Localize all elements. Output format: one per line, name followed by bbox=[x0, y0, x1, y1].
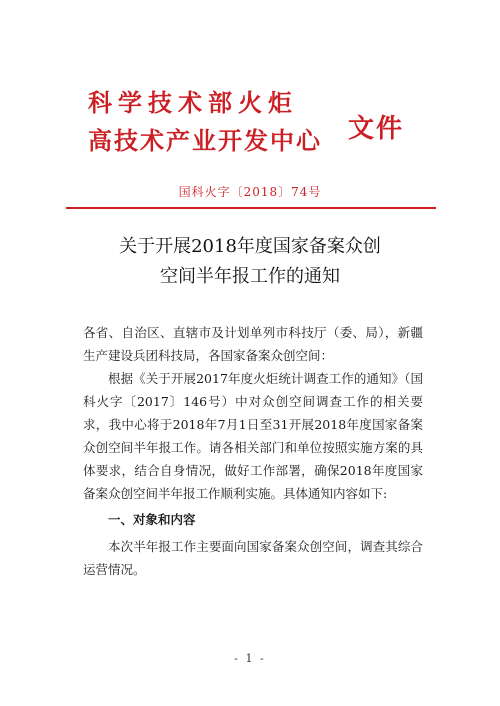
document-number: 国科火字〔2018〕74号 bbox=[178, 185, 322, 199]
page-number: - 1 - bbox=[234, 652, 266, 665]
title-line-1: 关于开展2018年度国家备案众创 bbox=[119, 236, 381, 257]
red-divider-line bbox=[66, 207, 436, 209]
issuer-name bbox=[88, 88, 322, 156]
section-heading-1: 一、对象和内容 bbox=[108, 512, 196, 527]
body-paragraph-1: 根据《关于开展2017年度火炬统计调查工作的通知》（国科火字〔2017〕146号）中对众创空间调查工作的相关要求，我中心将于2018年7月1日至31开展2018年度国家备案众创空间半年报工作。请各相关部门和单位按照实施方案的具体要求，结合自身情况，做好工作部署，确保2018年度国家备案众创空间半年报工作顺利实施。具体通知内容如下: bbox=[83, 371, 423, 501]
issuer-line-1: 科学技术部火炬 bbox=[88, 88, 298, 117]
document-body bbox=[83, 321, 423, 581]
salutation: 各省、自治区、直辖市及计划单列市科技厅（委、局），新疆生产建设兵团科技局，各国家备案众创空间： bbox=[83, 325, 423, 363]
section-1-text: 本次半年报工作主要面向国家备案众创空间，调查其综合运营情况。 bbox=[83, 539, 423, 577]
document-label: 文件 bbox=[348, 114, 405, 144]
document-title bbox=[0, 232, 500, 292]
issuer-line-2: 高技术产业开发中心 bbox=[88, 126, 322, 155]
title-line-2: 空间半年报工作的通知 bbox=[160, 266, 340, 287]
